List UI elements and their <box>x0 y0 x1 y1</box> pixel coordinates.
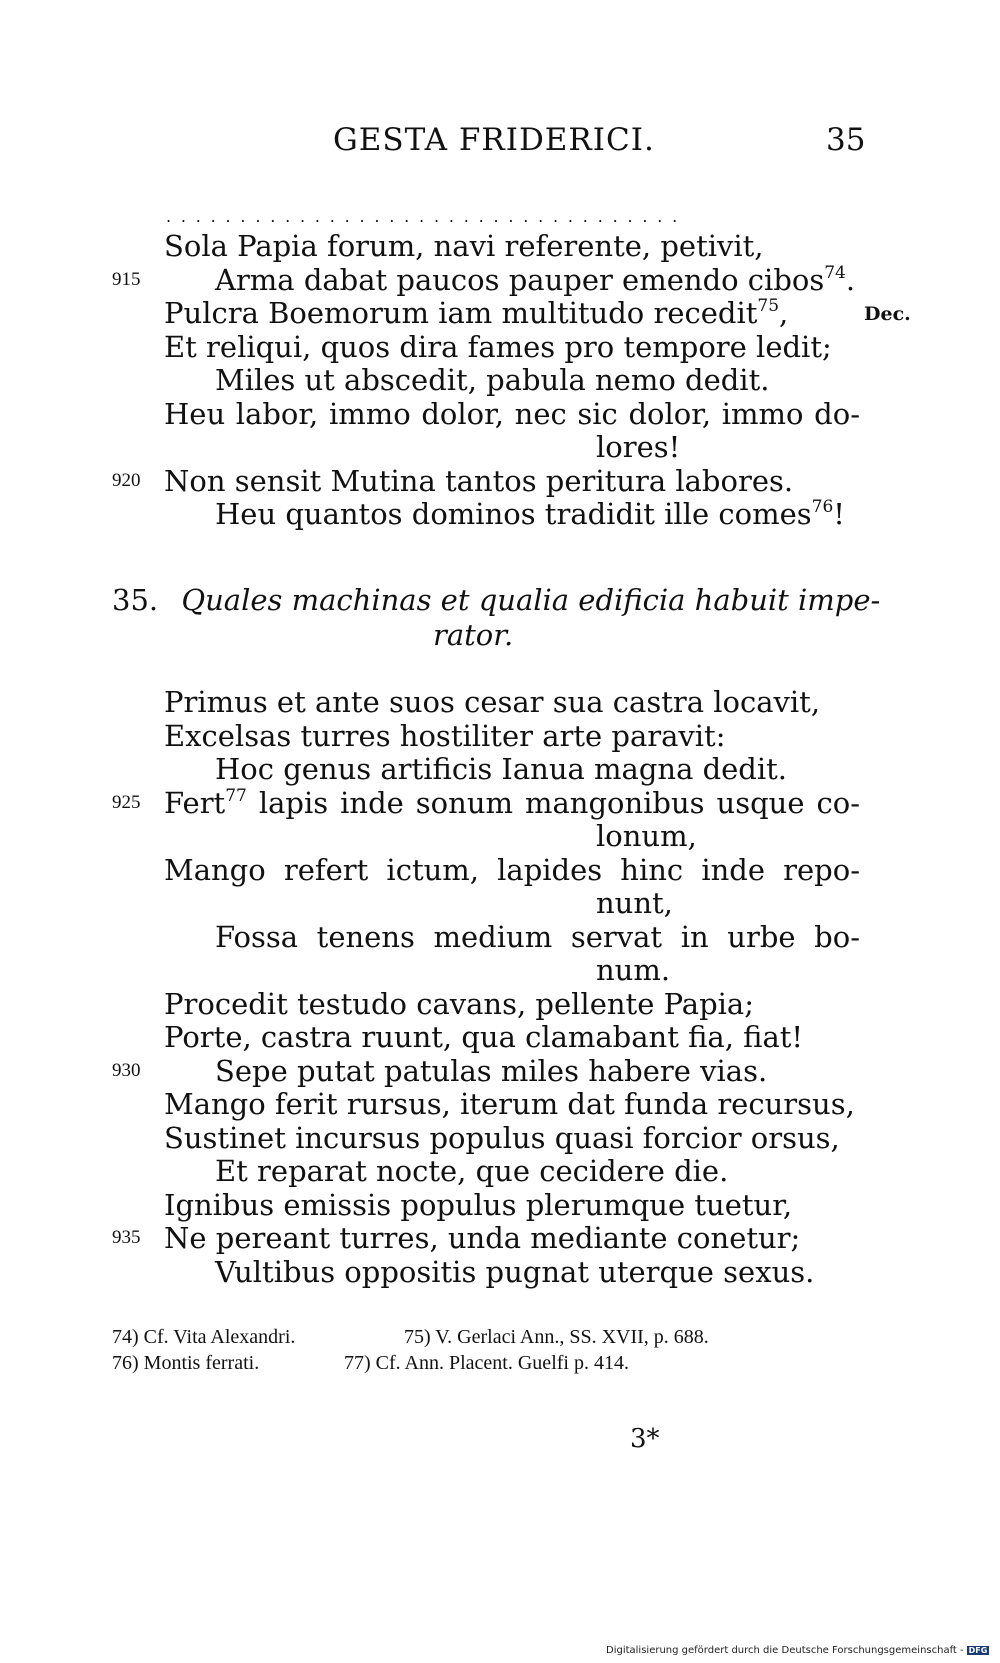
verse-text: Heu labor, immo dolor, nec sic dolor, immo do- <box>164 396 860 431</box>
footnote-ref: 74 <box>824 262 846 283</box>
signature-mark: 3* <box>630 1424 660 1454</box>
footnote-76: 76) Montis ferrati. <box>112 1352 260 1374</box>
verse-text: Heu quantos dominos tradidit ille comes <box>215 497 812 531</box>
verse-line <box>596 818 697 854</box>
credit-text: Digitalisierung gefördert durch die Deutsche Forschungsgemeinschaft - <box>606 1645 964 1656</box>
verse-line <box>596 952 670 988</box>
section-heading-line1 <box>112 582 881 618</box>
footnote-77: 77) Cf. Ann. Placent. Guelfi p. 414. <box>344 1352 629 1374</box>
verse-text-after: , <box>779 296 789 330</box>
verse-line <box>164 1187 792 1223</box>
verse-line <box>164 1120 840 1156</box>
verse-text: Procedit testudo cavans, pellente Papia; <box>164 986 754 1021</box>
footnote-ref: 77 <box>225 785 247 806</box>
verse-text-after: ! <box>833 497 845 531</box>
verse-line <box>215 262 855 298</box>
verse-text: Et reparat nocte, que cecidere die. <box>215 1154 729 1188</box>
verse-text: Sustinet incursus populus quasi forcior orsus, <box>164 1120 840 1155</box>
line-number: 915 <box>112 268 141 290</box>
verse-line <box>215 496 845 532</box>
verse-line <box>215 751 787 787</box>
section-title: Quales machinas et qualia edificia habuit impe- <box>181 583 881 617</box>
verse-text: Porte, castra ruunt, qua clamabant fia, fiat! <box>164 1020 804 1054</box>
verse-line <box>164 228 764 264</box>
verse-line <box>164 684 820 720</box>
verse-text: Ignibus emissis populus plerumque tuetur, <box>164 1187 793 1222</box>
verse-text: Hoc genus artificis Ianua magna dedit. <box>215 752 788 786</box>
verse-text: Ne pereant turres, unda mediante conetur; <box>164 1221 801 1255</box>
line-number: 930 <box>112 1059 141 1081</box>
verse-text: Mango ferit rursus, iterum dat funda recursus, <box>164 1087 855 1121</box>
digitization-credit <box>606 1645 989 1656</box>
verse-text: Arma dabat paucos pauper emendo cibos <box>215 262 825 297</box>
verse-text: Fossa tenens medium servat in urbe bo- <box>215 919 860 954</box>
verse-text: nunt, <box>596 886 673 920</box>
verse-line <box>164 1019 803 1055</box>
footnote-74: 74) Cf. Vita Alexandri. <box>112 1326 296 1348</box>
section-title-continued: rator. <box>433 618 514 652</box>
verse-text-after: lapis inde sonum mangonibus usque co- <box>246 785 860 820</box>
verse-text: Mango refert ictum, lapides hinc inde repo- <box>164 852 860 887</box>
verse-line <box>596 429 680 465</box>
verse-text: Primus et ante suos cesar sua castra locavit, <box>164 685 821 719</box>
dfg-logo: DFG <box>968 1645 988 1655</box>
verse-line <box>164 986 754 1022</box>
line-number: 935 <box>112 1227 141 1248</box>
verse-text: Pulcra Boemorum iam multitudo recedit <box>164 296 758 330</box>
verse-text: Excelsas turres hostiliter arte paravit: <box>164 718 726 753</box>
footnote-ref: 75 <box>757 296 780 316</box>
verse-line <box>164 1220 800 1256</box>
verse-line <box>164 1086 855 1122</box>
verse-line <box>215 919 860 955</box>
verse-line <box>164 785 860 821</box>
verse-text: Non sensit Mutina tantos peritura labores. <box>164 463 794 498</box>
verse-text: Sepe putat patulas miles habere vias. <box>215 1053 768 1088</box>
page-number: 35 <box>826 122 866 158</box>
section-heading-line2 <box>433 617 513 653</box>
verse-line <box>215 1254 814 1290</box>
margin-date-note: Dec. <box>864 303 911 325</box>
verse-line <box>164 396 860 432</box>
running-title: GESTA FRIDERICI. <box>333 122 655 158</box>
verse-text: Vultibus oppositis pugnat uterque sexus. <box>215 1254 815 1289</box>
section-number: 35. <box>112 583 159 617</box>
verse-line <box>164 718 725 754</box>
verse-line <box>215 1053 767 1089</box>
verse-text: Sola Papia forum, navi referente, petivit, <box>164 229 764 263</box>
verse-line <box>164 463 793 499</box>
verse-line <box>164 295 788 331</box>
omission-dots: ................................... <box>166 207 688 226</box>
line-number: 925 <box>112 791 141 813</box>
verse-line <box>215 362 769 398</box>
footnote-75: 75) V. Gerlaci Ann., SS. XVII, p. 688. <box>404 1326 709 1348</box>
verse-text: Et reliqui, quos dira fames pro tempore ledit; <box>164 329 832 364</box>
verse-text: num. <box>596 953 671 987</box>
verse-text-after: . <box>845 262 856 297</box>
footnote-ref: 76 <box>811 497 834 517</box>
verse-text: Miles ut abscedit, pabula nemo dedit. <box>215 363 770 397</box>
verse-line <box>164 329 832 365</box>
verse-text: lores! <box>596 430 681 464</box>
verse-line <box>164 852 860 888</box>
verse-text: lonum, <box>596 819 697 853</box>
running-head <box>0 122 1000 172</box>
verse-line <box>596 885 673 921</box>
verse-text: Fert <box>164 785 226 820</box>
verse-line <box>215 1153 728 1189</box>
line-number: 920 <box>112 469 141 491</box>
